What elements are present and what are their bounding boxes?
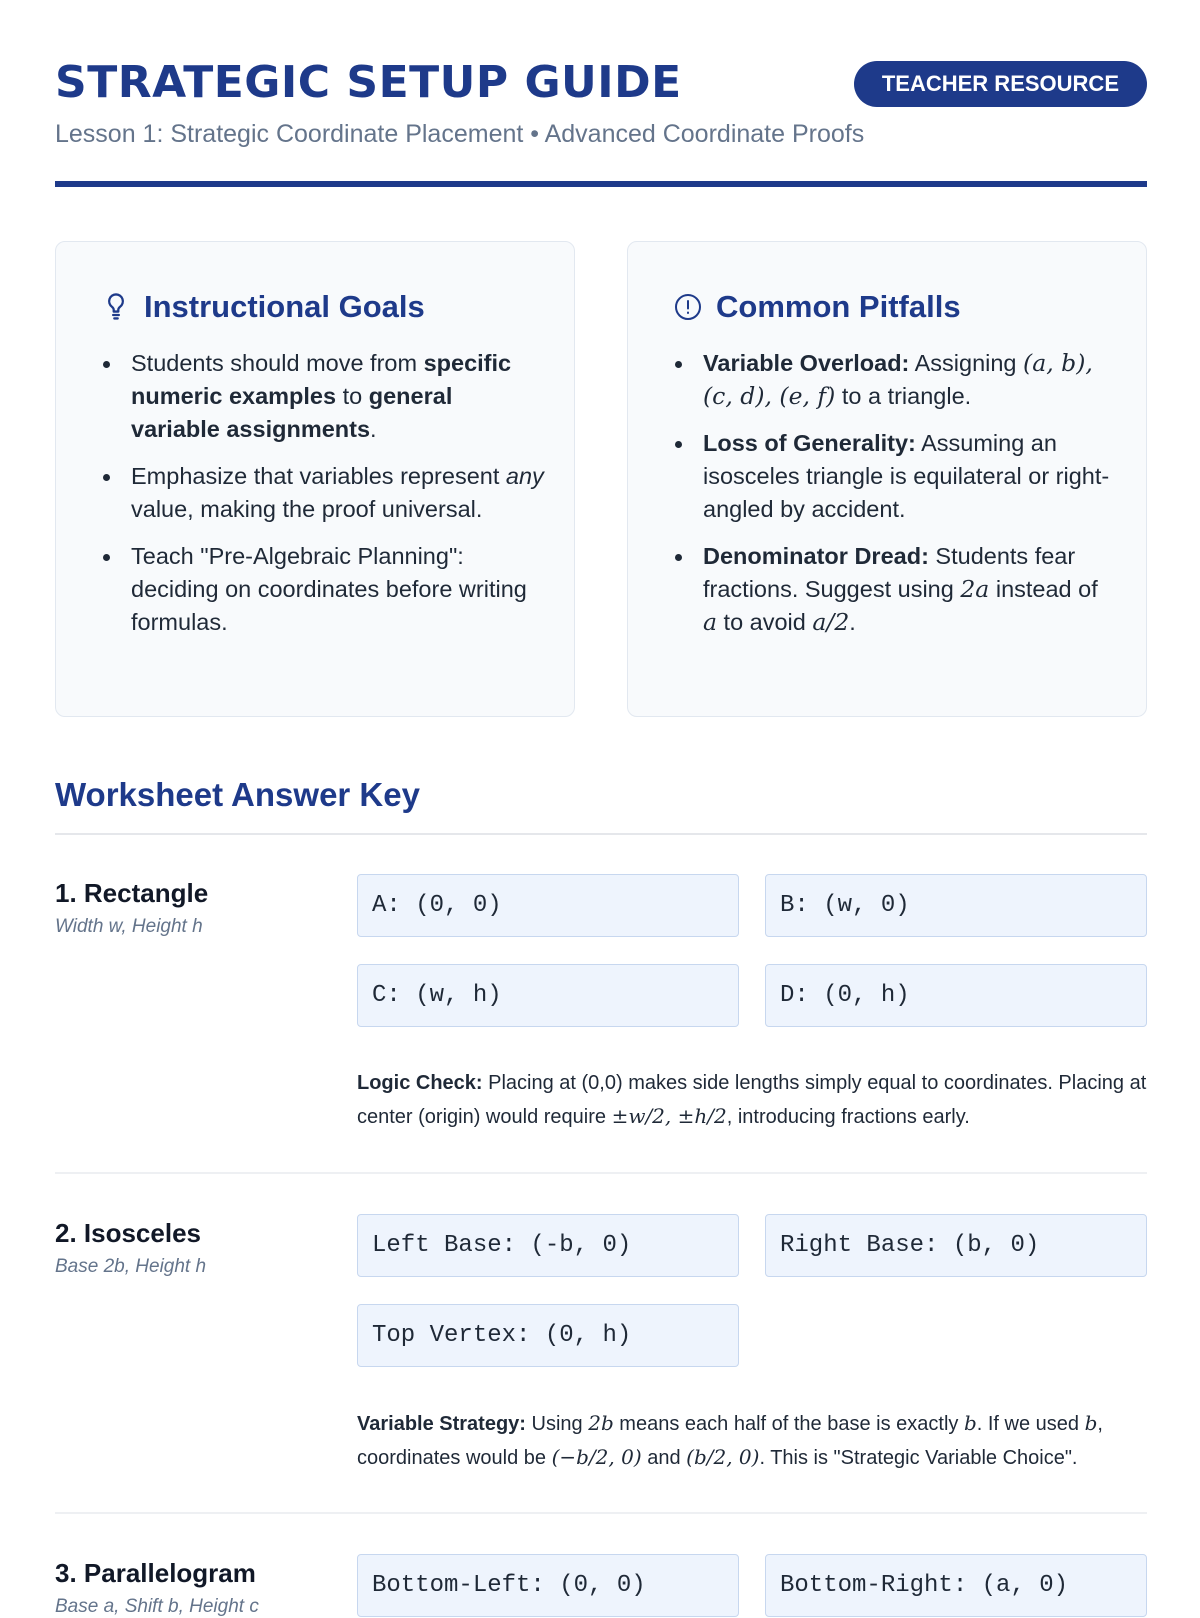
common-pitfalls-card — [627, 241, 1147, 717]
coordinate-box: Bottom-Left: (0, 0) — [357, 1554, 739, 1617]
coordinate-box: Top Vertex: (0, h) — [357, 1304, 739, 1367]
page-subtitle: Lesson 1: Strategic Coordinate Placement • Advanced Coordinate Proofs — [55, 120, 865, 148]
coordinate-box: Left Base: (-b, 0) — [357, 1214, 739, 1277]
coordinate-box: Bottom-Right: (a, 0) — [765, 1554, 1147, 1617]
parallelogram-item-title: 3. Parallelogram — [55, 1558, 256, 1588]
instructional-goals-list — [131, 347, 546, 653]
list-item: Denominator Dread: Students fear fractions. Suggest using 2a instead of a to avoid a/2. — [703, 540, 1118, 639]
logic-check-note: Logic Check: Placing at (0,0) makes side lengths simply equal to coordinates. Placing at center (origin) would require ±w/2, ±h/2, introducing fractions early. — [357, 1072, 1147, 1128]
answer-key-rule — [55, 833, 1147, 835]
coordinate-box: C: (w, h) — [357, 964, 739, 1027]
page — [55, 0, 1147, 1617]
parallelogram-item-subtitle: Base a, Shift b, Height c — [55, 1596, 259, 1617]
item-divider — [55, 1172, 1147, 1174]
coordinate-box: Right Base: (b, 0) — [765, 1214, 1147, 1277]
list-item: Emphasize that variables represent any value, making the proof universal. — [131, 460, 546, 526]
list-item: Variable Overload: Assigning (a, b), (c, d), (e, f) to a triangle. — [703, 347, 1118, 413]
answer-key-title: Worksheet Answer Key — [55, 776, 420, 813]
list-item: Loss of Generality: Assuming an isosceles triangle is equilateral or right-angled by accident. — [703, 427, 1118, 526]
item-divider — [55, 1512, 1147, 1514]
coordinate-box: D: (0, h) — [765, 964, 1147, 1027]
rectangle-item-title: 1. Rectangle — [55, 878, 209, 908]
isosceles-item-title: 2. Isosceles — [55, 1218, 201, 1248]
alert-circle-icon — [674, 291, 702, 323]
common-pitfalls-heading — [674, 287, 961, 327]
lightbulb-icon — [102, 291, 130, 323]
coordinate-box: A: (0, 0) — [357, 874, 739, 937]
header-rule — [55, 181, 1147, 187]
common-pitfalls-title: Common Pitfalls — [716, 289, 961, 324]
instructional-goals-card — [55, 241, 575, 717]
header — [55, 55, 1147, 187]
list-item: Teach "Pre-Algebraic Planning": deciding on coordinates before writing formulas. — [131, 540, 546, 639]
rectangle-item-subtitle: Width w, Height h — [55, 916, 203, 937]
common-pitfalls-list — [703, 347, 1118, 653]
list-item: Students should move from specific numeric examples to general variable assignments. — [131, 347, 546, 446]
isosceles-item-subtitle: Base 2b, Height h — [55, 1256, 207, 1277]
teacher-resource-badge: TEACHER RESOURCE — [854, 61, 1147, 107]
variable-strategy-note: Variable Strategy: Using 2b means each half of the base is exactly b. If we used b, coordinates would be (−b/2, 0) and (b/2, 0). This is "Strategic Variable Choice". — [357, 1411, 1103, 1469]
instructional-goals-title: Instructional Goals — [144, 289, 425, 324]
instructional-goals-heading — [102, 287, 425, 327]
page-title: STRATEGIC SETUP GUIDE — [55, 57, 682, 108]
coordinate-box: B: (w, 0) — [765, 874, 1147, 937]
